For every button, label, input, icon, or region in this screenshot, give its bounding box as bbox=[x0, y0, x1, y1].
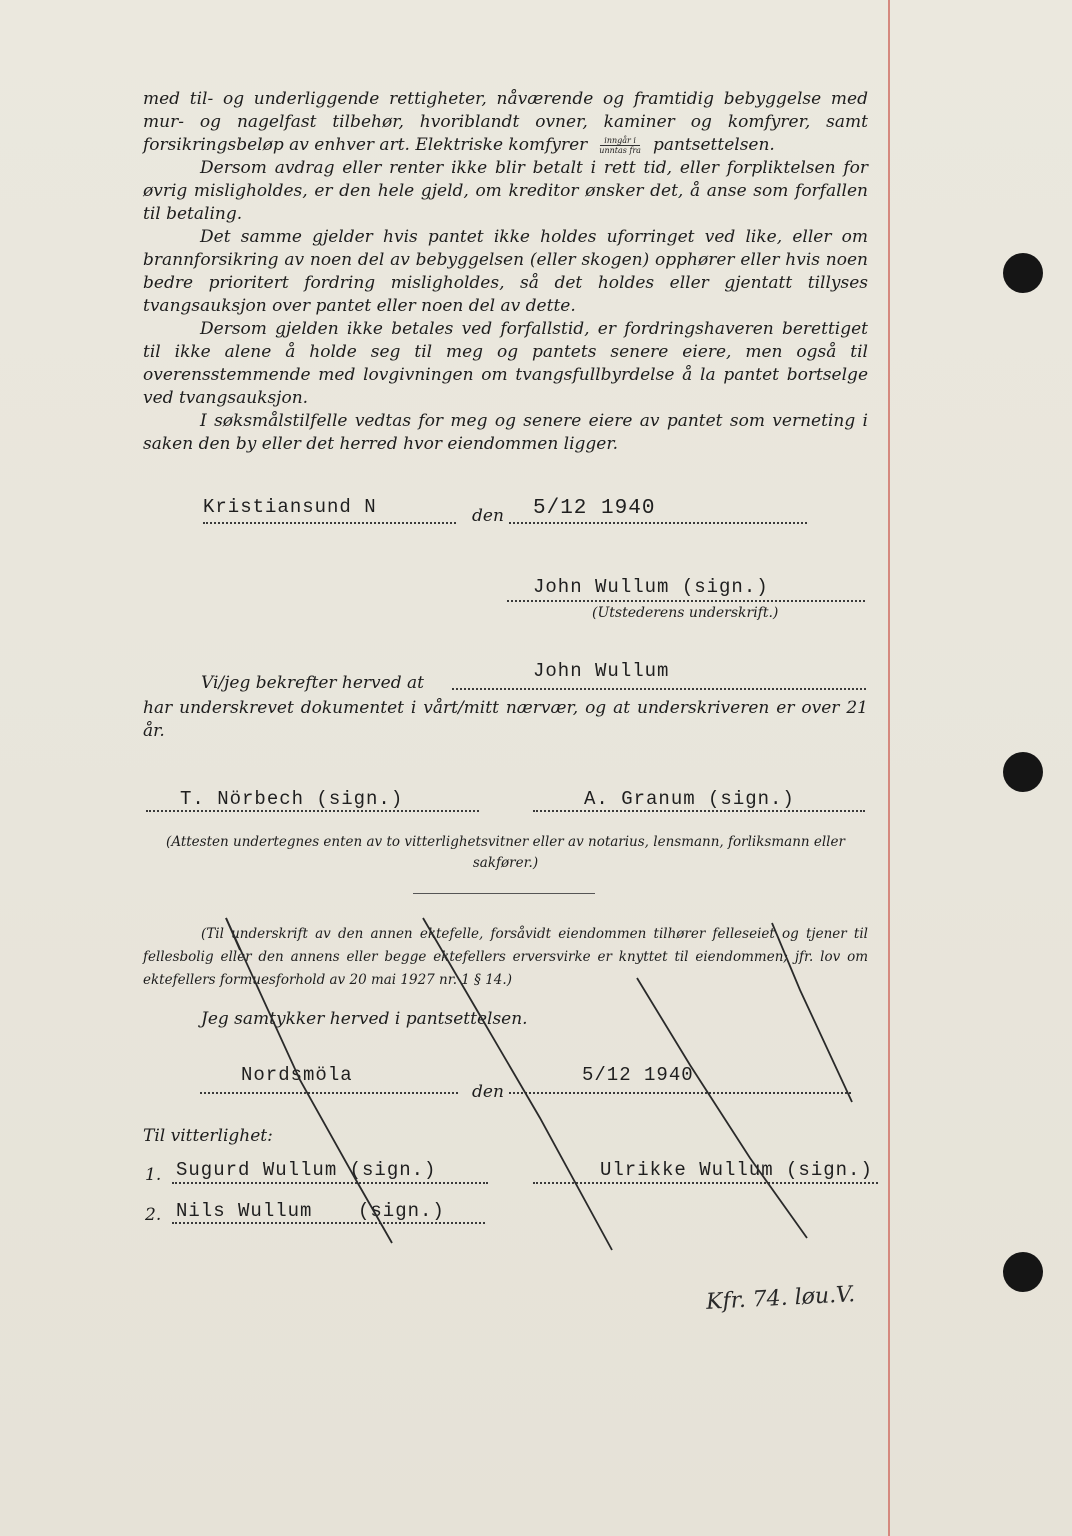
paragraph-1: med til- og underliggende rettigheter, nåværende og framtidig bebyggelse med mur- og nagelfast tilbehør, hvoriblandt ovner, kaminer og komfyrer, samt forsikringsbeløp av enhver art. Elektriske komfyrer $\frac{\text{inngår i}}{\text{unntas fra}}$ pantsettelsen. bbox=[143, 89, 868, 155]
spouse-den-label: den bbox=[472, 1082, 504, 1102]
paragraph-3: Det samme gjelder hvis pantet ikke holdes uforringet ved like, eller om brannforsikring av noen del av bebyggelsen (eller skogen) opphører eller hvis noen bedre prioritert fordring misligholdes, så det holdes eller gjentatt tillyses tvangsauksjon over pantet eller noen del av dette. bbox=[143, 227, 868, 316]
witness-list-title: Til vitterlighet: bbox=[143, 1126, 273, 1146]
attest-text: har underskrevet dokumentet i vårt/mitt nærvær, og at underskriveren er over 21 år. bbox=[143, 698, 868, 741]
issuer-signature: John Wullum (sign.) bbox=[533, 576, 769, 598]
fraction-option: $\frac{\text{inngår i}}{\text{unntas fra}}$ bbox=[599, 136, 641, 155]
strike-line-2 bbox=[423, 918, 612, 1250]
witness-list-3-sign: (sign.) bbox=[358, 1200, 445, 1222]
witness-list-number-2: 2. bbox=[145, 1205, 162, 1225]
witness-list-2-signature: Ulrikke Wullum (sign.) bbox=[600, 1159, 873, 1181]
date-field: 5/12 1940 bbox=[533, 497, 656, 520]
spouse-place: Nordsmöla bbox=[241, 1064, 353, 1086]
paragraph-5: I søksmålstilfelle vedtas for meg og senere eiere av pantet som verneting i saken den by eller det herred hvor eiendommen ligger. bbox=[143, 411, 868, 454]
strike-line-5 bbox=[226, 918, 240, 950]
handwritten-annotation: Kfr. 74. løu.V. bbox=[705, 1282, 856, 1315]
witness-1-signature: T. Nörbech (sign.) bbox=[180, 788, 404, 810]
attest-name: John Wullum bbox=[533, 660, 670, 682]
witness-list-3-signature: Nils Wullum bbox=[176, 1200, 313, 1222]
den-label: den bbox=[472, 506, 504, 526]
attest-lead: Vi/jeg bekrefter herved at bbox=[201, 673, 424, 693]
issuer-caption: (Utstederens underskrift.) bbox=[592, 605, 779, 621]
place-field: Kristiansund N bbox=[203, 496, 377, 518]
witness-list-number-1: 1. bbox=[145, 1165, 162, 1185]
spouse-date: 5/12 1940 bbox=[582, 1064, 694, 1086]
spouse-consent: Jeg samtykker herved i pantsettelsen. bbox=[201, 1009, 528, 1029]
paragraph-2: Dersom avdrag eller renter ikke blir betalt i rett tid, eller forpliktelsen for øvrig misligholdes, er den hele gjeld, om kreditor ønsker det, å anse som forfallen til betaling. bbox=[143, 158, 868, 224]
strike-line-3 bbox=[637, 978, 807, 1238]
witness-list-1-signature: Sugurd Wullum (sign.) bbox=[176, 1159, 437, 1181]
witness-note: (Attesten undertegnes enten av to vitterlighetsvitner eller av notarius, lensmann, forliksmann eller sakfører.) bbox=[166, 834, 845, 871]
witness-2-signature: A. Granum (sign.) bbox=[584, 788, 795, 810]
strike-line-4 bbox=[772, 923, 852, 1102]
spouse-note: (Til underskrift av den annen ektefelle, forsåvidt eiendommen tilhører felleseiet og tjener til fellesbolig eller den annens eller begge ektefellers erversvirke er knyttet til eiendommen; jfr. lov om ektefellers formuesforhold av 20 mai 1927 nr. 1 § 14.) bbox=[143, 926, 868, 988]
strike-line-1 bbox=[226, 918, 392, 1243]
paragraph-4: Dersom gjelden ikke betales ved forfallstid, er fordringshaveren berettiget til ikke alene å holde seg til meg og pantets senere eiere, men også til overensstemmende med lovgivningen om tvangsfullbyrdelse å la pantet bortselge ved tvangsauksjon. bbox=[143, 319, 868, 408]
